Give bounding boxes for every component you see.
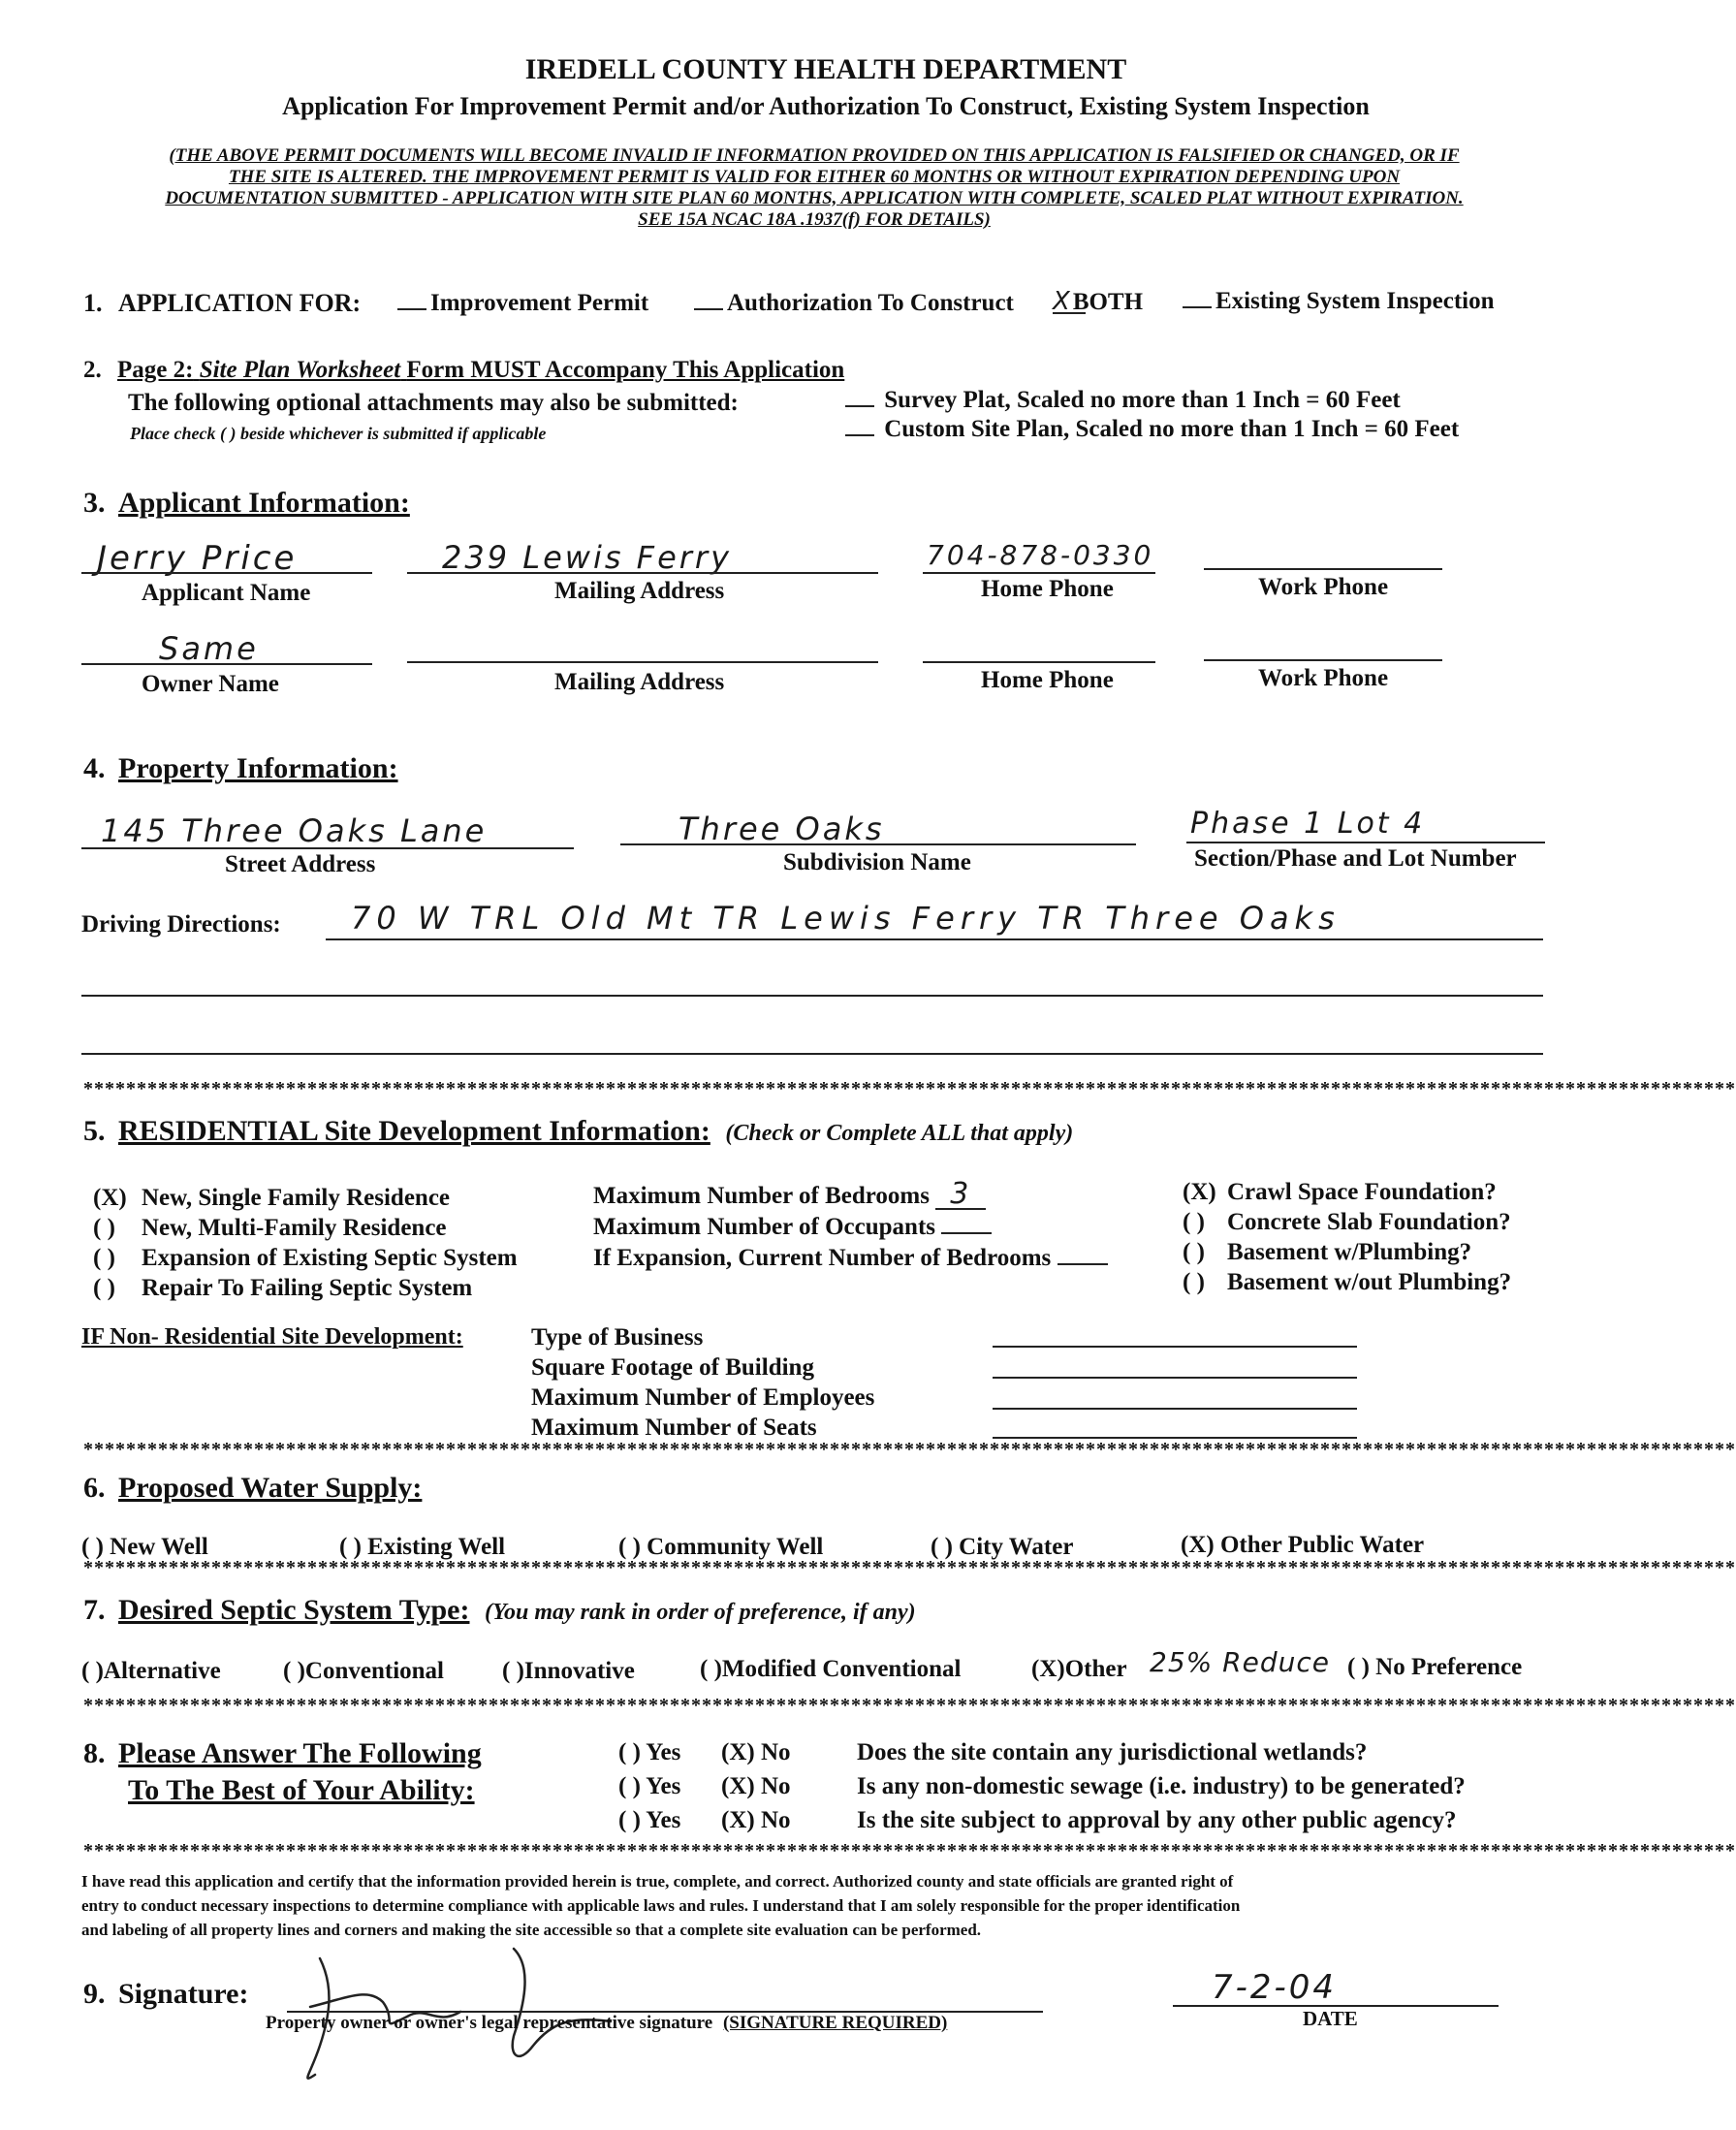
notice-line: (THE ABOVE PERMIT DOCUMENTS WILL BECOME INVALID IF INFORMATION PROVIDED ON THIS APPLICATION IS FALSIFIED OR CHANGED, OR IF bbox=[169, 145, 1460, 166]
foundation-list bbox=[1183, 1177, 1511, 1297]
max-seats-field[interactable]: Maximum Number of Seats bbox=[531, 1415, 817, 1441]
yes-option[interactable]: ( ) Yes bbox=[618, 1807, 681, 1833]
no-option[interactable]: (X) No bbox=[721, 1807, 791, 1833]
section-6-title bbox=[83, 1472, 422, 1505]
septic-option[interactable]: ( )Innovative bbox=[502, 1658, 635, 1684]
septic-option-other[interactable]: (X)Other bbox=[1031, 1656, 1127, 1682]
authorization-option[interactable] bbox=[694, 289, 1014, 317]
water-option[interactable]: ( ) New Well bbox=[81, 1534, 208, 1560]
separator: *********************************************************************************************************************************************************** bbox=[83, 1695, 1736, 1716]
section-8-title bbox=[83, 1735, 482, 1809]
water-option[interactable]: ( ) Community Well bbox=[618, 1534, 824, 1560]
questions-heading-1: Please Answer The Following bbox=[118, 1737, 482, 1769]
section-number: 5. bbox=[83, 1115, 106, 1147]
property-info-heading: Property Information: bbox=[118, 752, 398, 784]
option-label: Survey Plat, Scaled no more than 1 Inch = 60 Feet bbox=[884, 387, 1401, 413]
checkbox-blank[interactable] bbox=[694, 289, 723, 310]
separator: *********************************************************************************************************************************************************** bbox=[83, 1840, 1736, 1861]
section-7-title bbox=[83, 1594, 916, 1627]
max-occupants-field[interactable]: Maximum Number of Occupants bbox=[593, 1211, 1108, 1242]
questions-heading-2: To The Best of Your Ability: bbox=[128, 1774, 475, 1806]
business-type-field[interactable]: Type of Business bbox=[531, 1324, 704, 1351]
work-phone-label: Work Phone bbox=[1258, 574, 1389, 600]
question-row bbox=[618, 1803, 1466, 1837]
water-option[interactable]: (X) Other Public Water bbox=[1181, 1532, 1425, 1558]
checkbox-blank[interactable] bbox=[397, 289, 426, 310]
residence-option[interactable]: (X) New, Single Family Residence bbox=[93, 1185, 451, 1211]
option-label: Improvement Permit bbox=[430, 290, 649, 316]
owner-home-phone-label: Home Phone bbox=[981, 667, 1114, 693]
owner-name-value[interactable]: Same bbox=[159, 630, 259, 667]
optional-attachments-text: The following optional attachments may also be submitted: bbox=[128, 390, 739, 416]
section-number: 3. bbox=[83, 487, 106, 519]
survey-plat-option[interactable] bbox=[845, 386, 1401, 414]
date-label: DATE bbox=[1303, 2007, 1358, 2030]
foundation-option[interactable]: (X) Crawl Space Foundation? bbox=[1183, 1179, 1497, 1205]
separator: *********************************************************************************************************************************************************** bbox=[83, 1557, 1736, 1578]
section-number: 9. bbox=[83, 1978, 106, 2010]
owner-name-label: Owner Name bbox=[142, 671, 279, 697]
custom-site-plan-option[interactable] bbox=[845, 415, 1459, 443]
notice-line: SEE 15A NCAC 18A .1937(f) FOR DETAILS) bbox=[638, 209, 991, 230]
checkbox-blank[interactable] bbox=[845, 386, 874, 407]
foundation-option[interactable]: ( ) Basement w/Plumbing? bbox=[1183, 1239, 1472, 1265]
notice-line: DOCUMENTATION SUBMITTED - APPLICATION WITH SITE PLAN 60 MONTHS, APPLICATION WITH COMPLETE, SCALED PLAT WITHOUT EXPIRATION. bbox=[165, 188, 1464, 208]
section-number: 6. bbox=[83, 1472, 106, 1504]
separator: *********************************************************************************************************************************************************** bbox=[83, 1078, 1736, 1099]
home-phone-label: Home Phone bbox=[981, 576, 1114, 602]
foundation-option[interactable]: ( ) Basement w/out Plumbing? bbox=[1183, 1269, 1512, 1295]
max-bedrooms-field[interactable]: Maximum Number of Bedrooms 3 bbox=[593, 1181, 1108, 1211]
section-number: 1. bbox=[83, 289, 103, 317]
applicant-name-value[interactable]: Jerry Price bbox=[97, 539, 298, 578]
signature-caption: Property owner or owner's legal representative signature (SIGNATURE REQUIRED) bbox=[266, 2013, 948, 2033]
section-number: 4. bbox=[83, 752, 106, 784]
applicant-name-label: Applicant Name bbox=[142, 580, 311, 606]
validity-notice bbox=[58, 145, 1570, 231]
place-check-note: Place check ( ) beside whichever is submitted if applicable bbox=[130, 424, 547, 443]
residence-option[interactable]: ( ) Expansion of Existing Septic System bbox=[93, 1245, 518, 1271]
page-subtitle: Application For Improvement Permit and/or Authorization To Construct, Existing System Inspection bbox=[282, 92, 1370, 120]
applicant-info-heading: Applicant Information: bbox=[118, 487, 410, 519]
question-text: Is the site subject to approval by any other public agency? bbox=[857, 1807, 1457, 1833]
occupancy-fields bbox=[593, 1177, 1108, 1273]
residence-type-list bbox=[93, 1183, 518, 1303]
application-for-label: APPLICATION FOR: bbox=[118, 289, 362, 317]
option-label: Authorization To Construct bbox=[727, 290, 1014, 316]
no-option[interactable]: (X) No bbox=[721, 1739, 791, 1765]
checkbox-blank[interactable] bbox=[845, 415, 874, 436]
section-4-title bbox=[83, 752, 398, 785]
section-number: 7. bbox=[83, 1594, 106, 1626]
water-supply-heading: Proposed Water Supply: bbox=[118, 1472, 423, 1504]
residential-heading: RESIDENTIAL Site Development Information: bbox=[118, 1115, 710, 1147]
question-row bbox=[618, 1769, 1466, 1803]
septic-note: (You may rank in order of preference, if any) bbox=[484, 1600, 916, 1625]
separator: *********************************************************************************************************************************************************** bbox=[83, 1439, 1736, 1460]
certification-line: and labeling of all property lines and corners and making the site accessible so that a complete site evaluation can be performed. bbox=[81, 1921, 982, 1939]
section-lot-value[interactable]: Phase 1 Lot 4 bbox=[1190, 807, 1426, 841]
max-employees-field[interactable]: Maximum Number of Employees bbox=[531, 1384, 875, 1411]
foundation-option[interactable]: ( ) Concrete Slab Foundation? bbox=[1183, 1209, 1511, 1235]
yes-option[interactable]: ( ) Yes bbox=[618, 1739, 681, 1765]
question-row bbox=[618, 1735, 1466, 1769]
no-option[interactable]: (X) No bbox=[721, 1773, 791, 1799]
subdivision-label: Subdivision Name bbox=[783, 849, 971, 875]
section-9-title bbox=[83, 1978, 248, 2011]
signature-label: Signature: bbox=[118, 1978, 249, 2010]
non-residential-label: IF Non- Residential Site Development: bbox=[81, 1324, 463, 1350]
septic-type-heading: Desired Septic System Type: bbox=[118, 1594, 470, 1626]
existing-inspection-option[interactable] bbox=[1183, 287, 1495, 315]
site-plan-requirement: Page 2: Site Plan Worksheet Form MUST Accompany This Application bbox=[117, 357, 845, 383]
driving-directions-value[interactable]: 70 W TRL Old Mt TR Lewis Ferry TR Three Oaks bbox=[351, 900, 1341, 937]
section-1 bbox=[83, 289, 361, 318]
certification-line: I have read this application and certify that the information provided herein is true, complete, and correct. Authorized county and state officials are granted right of bbox=[81, 1872, 1234, 1891]
residence-option[interactable]: ( ) New, Multi-Family Residence bbox=[93, 1215, 447, 1241]
current-bedrooms-field[interactable]: If Expansion, Current Number of Bedrooms bbox=[593, 1242, 1108, 1273]
question-text: Does the site contain any jurisdictional wetlands? bbox=[857, 1739, 1368, 1765]
check-mark: X bbox=[1053, 287, 1073, 316]
owner-mailing-label: Mailing Address bbox=[554, 669, 725, 695]
water-option[interactable]: ( ) Existing Well bbox=[339, 1534, 506, 1560]
street-address-label: Street Address bbox=[225, 851, 376, 877]
street-address-value[interactable]: 145 Three Oaks Lane bbox=[101, 812, 488, 849]
owner-work-phone-label: Work Phone bbox=[1258, 665, 1389, 691]
question-list bbox=[618, 1735, 1466, 1837]
non-residential-fields bbox=[531, 1322, 874, 1443]
water-option[interactable]: ( ) City Water bbox=[931, 1534, 1074, 1560]
septic-option[interactable]: ( )Modified Conventional bbox=[700, 1656, 962, 1682]
subdivision-value[interactable]: Three Oaks bbox=[679, 811, 885, 847]
mailing-address-value[interactable]: 239 Lewis Ferry bbox=[442, 539, 733, 576]
septic-other-value[interactable]: 25% Reduce bbox=[1150, 1646, 1330, 1678]
option-label: Existing System Inspection bbox=[1215, 288, 1495, 314]
option-label: Custom Site Plan, Scaled no more than 1 Inch = 60 Feet bbox=[884, 416, 1460, 442]
yes-option[interactable]: ( ) Yes bbox=[618, 1773, 681, 1799]
date-value[interactable]: 7-2-04 bbox=[1212, 1968, 1338, 2007]
septic-option[interactable]: ( )Alternative bbox=[81, 1658, 221, 1684]
home-phone-value[interactable]: 704-878-0330 bbox=[927, 539, 1154, 571]
driving-directions-label: Driving Directions: bbox=[81, 911, 281, 938]
section-lot-label: Section/Phase and Lot Number bbox=[1194, 845, 1517, 872]
question-text: Is any non-domestic sewage (i.e. industry) to be generated? bbox=[857, 1773, 1466, 1799]
page-title: IREDELL COUNTY HEALTH DEPARTMENT bbox=[524, 53, 1127, 85]
certification-line: entry to conduct necessary inspections to determine compliance with applicable laws and rules. I understand that I am solely responsible for the proper identification bbox=[81, 1896, 1241, 1915]
section-5-title bbox=[83, 1115, 1073, 1148]
notice-line: THE SITE IS ALTERED. THE IMPROVEMENT PERMIT IS VALID FOR EITHER 60 MONTHS OR WITHOUT EXPIRATION DEPENDING UPON bbox=[228, 167, 1401, 187]
section-2-title bbox=[83, 357, 844, 384]
section-3-title bbox=[83, 487, 410, 520]
section-number: 8. bbox=[83, 1737, 106, 1769]
residence-option[interactable]: ( ) Repair To Failing Septic System bbox=[93, 1275, 473, 1301]
residential-note: (Check or Complete ALL that apply) bbox=[725, 1121, 1074, 1146]
septic-option[interactable]: ( ) No Preference bbox=[1347, 1654, 1523, 1680]
improvement-permit-option[interactable] bbox=[397, 289, 648, 317]
section-number: 2. bbox=[83, 357, 102, 383]
checkbox-blank[interactable] bbox=[1183, 287, 1212, 308]
square-footage-field[interactable]: Square Footage of Building bbox=[531, 1354, 814, 1381]
option-label: BOTH bbox=[1072, 289, 1144, 315]
mailing-address-label: Mailing Address bbox=[554, 578, 725, 604]
septic-option[interactable]: ( )Conventional bbox=[283, 1658, 444, 1684]
